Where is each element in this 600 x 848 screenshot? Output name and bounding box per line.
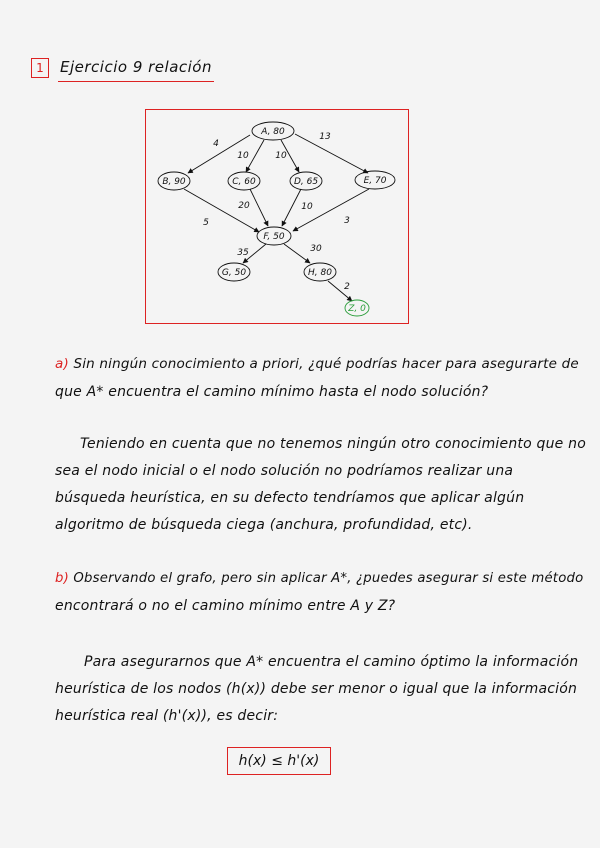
answer-b-line-2: heurística de los nodos (h(x)) debe ser menor o igual que la información <box>55 681 578 697</box>
node-b-label: B, 90 <box>162 177 186 187</box>
edge-a-e-weight: 13 <box>319 132 331 142</box>
edge-d-f <box>282 189 301 226</box>
question-a-label: a) <box>55 356 69 372</box>
formula-box: h(x) ≤ h'(x) <box>227 747 331 775</box>
graph-svg <box>146 110 408 323</box>
node-h-label: H, 80 <box>308 268 332 278</box>
edge-c-f-weight: 20 <box>238 201 250 211</box>
answer-b-line-1: Para asegurarnos que A* encuentra el camino óptimo la información <box>84 654 579 670</box>
edge-c-f <box>250 189 268 226</box>
edge-a-d-weight: 10 <box>275 151 287 161</box>
graph-figure <box>145 109 409 324</box>
node-d-label: D, 65 <box>293 177 319 187</box>
edge-f-h-weight: 30 <box>310 244 322 254</box>
node-g-label: G, 50 <box>221 268 247 278</box>
question-b-text-1: Observando el grafo, pero sin aplicar A*, ¿puedes asegurar si este método <box>73 571 584 586</box>
question-b-line-1 <box>55 571 583 586</box>
edge-f-g-weight: 35 <box>237 248 249 258</box>
question-b-label: b) <box>55 571 69 586</box>
answer-a-line-4: algoritmo de búsqueda ciega (anchura, profundidad, etc). <box>55 517 473 533</box>
node-a-label: A, 80 <box>261 127 285 137</box>
exercise-number: 1 <box>31 58 49 78</box>
node-f-label: F, 50 <box>263 232 285 242</box>
question-a-line-2: que A* encuentra el camino mínimo hasta el nodo solución? <box>55 384 489 400</box>
edge-h-z-weight: 2 <box>344 282 350 292</box>
node-z-label: Z, 0 <box>348 304 366 314</box>
edge-f-h <box>284 244 310 263</box>
answer-b-line-3: heurística real (h'(x)), es decir: <box>55 708 279 724</box>
answer-a-line-1: Teniendo en cuenta que no tenemos ningún otro conocimiento que no <box>80 436 586 452</box>
title-underline <box>58 81 214 82</box>
edge-e-f-weight: 3 <box>344 216 350 226</box>
page-title: Ejercicio 9 relación <box>60 58 212 76</box>
edge-a-c-weight: 10 <box>237 151 249 161</box>
edge-a-b-weight: 4 <box>213 139 219 149</box>
question-a-line-1 <box>55 356 579 372</box>
answer-a-line-2: sea el nodo inicial o el nodo solución no podríamos realizar una <box>55 463 514 479</box>
answer-a-line-3: búsqueda heurística, en su defecto tendríamos que aplicar algún <box>55 490 525 506</box>
node-e-label: E, 70 <box>363 176 387 186</box>
edge-b-f-weight: 5 <box>203 218 209 228</box>
node-c-label: C, 60 <box>232 177 256 187</box>
edge-d-f-weight: 10 <box>301 202 313 212</box>
question-b-line-2: encontrará o no el camino mínimo entre A y Z? <box>55 598 396 614</box>
edge-a-e <box>295 134 368 173</box>
question-a-text-1: Sin ningún conocimiento a priori, ¿qué podrías hacer para asegurarte de <box>73 356 579 372</box>
